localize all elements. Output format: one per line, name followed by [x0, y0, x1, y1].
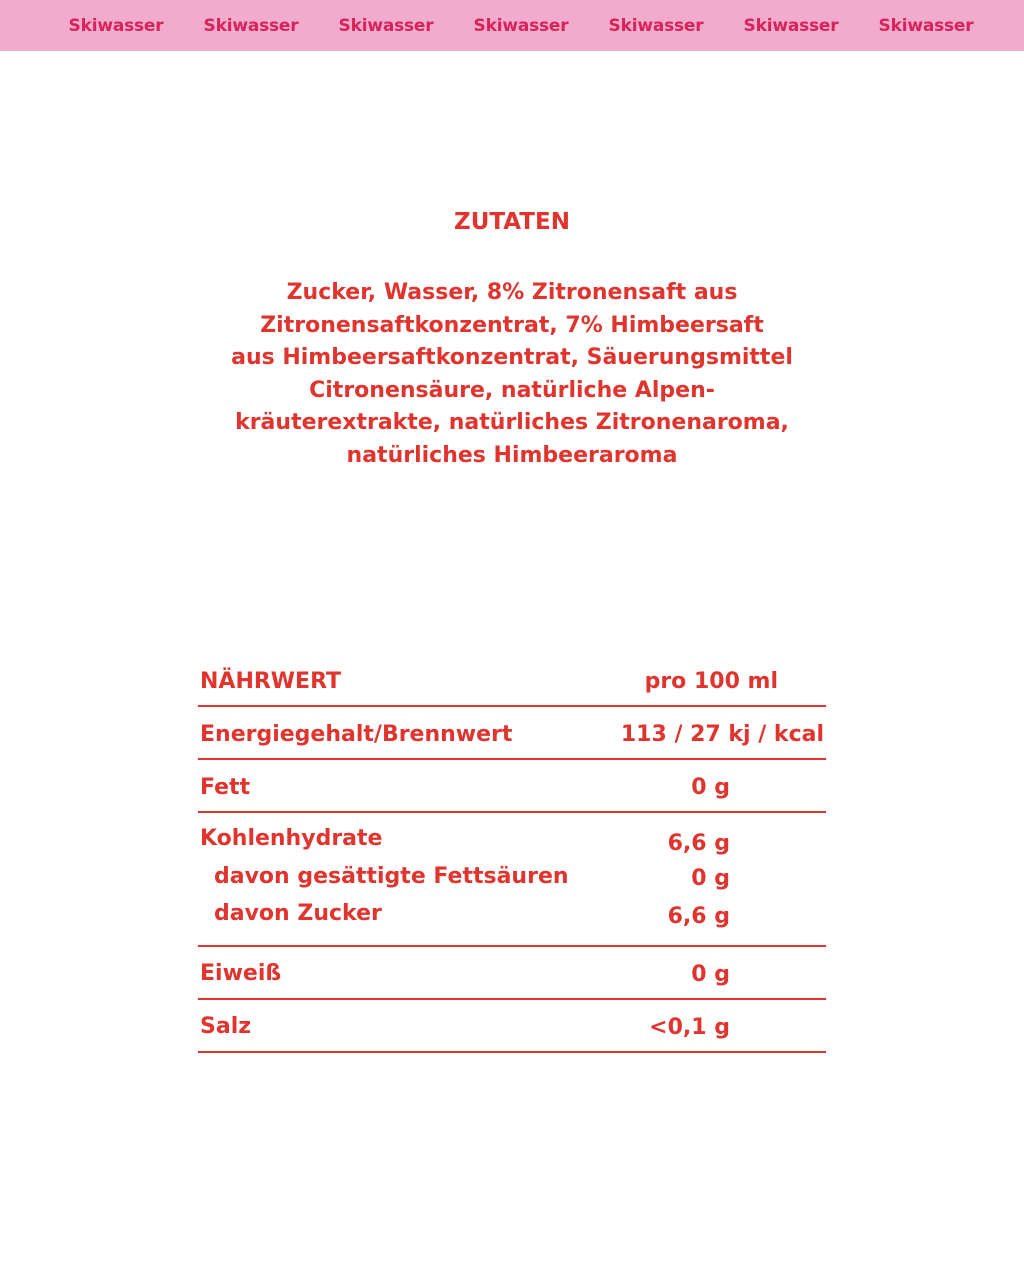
- ingredients-line: aus Himbeersaftkonzentrat, Säuerungsmittel: [231, 345, 793, 371]
- saturated-fat-label: davon gesättigte Fettsäuren: [214, 864, 569, 889]
- salt-value: <0,1 g: [649, 1015, 730, 1040]
- ingredients-line: Zucker, Wasser, 8% Zitronensaft aus: [286, 280, 738, 305]
- carbs-value: 6,6 g: [667, 831, 730, 856]
- nutrition-row-fat: [198, 760, 826, 813]
- saturated-fat-value: 0 g: [691, 866, 730, 891]
- banner-brand-label: Skiwasser: [608, 16, 704, 36]
- protein-value: 0 g: [691, 962, 730, 987]
- ingredients-line: kräuterextrakte, natürliches Zitronenaroma,: [235, 410, 789, 436]
- sugar-label: davon Zucker: [214, 901, 382, 926]
- nutrition-row-protein: [198, 947, 826, 1000]
- ingredients-line: natürliches Himbeeraroma: [346, 442, 678, 468]
- banner-brand-label: Skiwasser: [878, 16, 974, 36]
- banner-brand-label: Skiwasser: [203, 16, 299, 36]
- top-banner: [0, 0, 1024, 51]
- banner-brand-label: Skiwasser: [743, 16, 839, 36]
- energy-value: 113 / 27 kj / kcal: [620, 722, 824, 747]
- energy-label: Energiegehalt/Brennwert: [200, 722, 513, 747]
- ingredients-heading: ZUTATEN: [454, 209, 570, 235]
- nutrition-row-salt: [198, 1000, 826, 1053]
- banner-brand-label: Skiwasser: [338, 16, 434, 36]
- ingredients-line: Zitronensaftkonzentrat, 7% Himbeersaft: [260, 312, 764, 338]
- sugar-value: 6,6 g: [667, 904, 730, 929]
- nutrition-header-unit: pro 100 ml: [644, 669, 778, 694]
- protein-label: Eiweiß: [200, 961, 282, 986]
- nutrition-row-energy: [198, 707, 826, 760]
- salt-label: Salz: [200, 1014, 252, 1039]
- ingredients-text: [0, 277, 1024, 473]
- nutrition-table: [198, 654, 826, 1053]
- fat-value: 0 g: [691, 775, 730, 800]
- fat-label: Fett: [200, 775, 251, 800]
- nutrition-header-label: NÄHRWERT: [200, 669, 342, 694]
- nutrition-row-carbs: [198, 813, 826, 947]
- carbs-label: Kohlenhydrate: [200, 826, 383, 851]
- nutrition-header-row: [198, 654, 826, 707]
- banner-brand-label: Skiwasser: [68, 16, 164, 36]
- ingredients-line: Citronensäure, natürliche Alpen-: [309, 377, 715, 403]
- banner-brand-label: Skiwasser: [473, 16, 569, 36]
